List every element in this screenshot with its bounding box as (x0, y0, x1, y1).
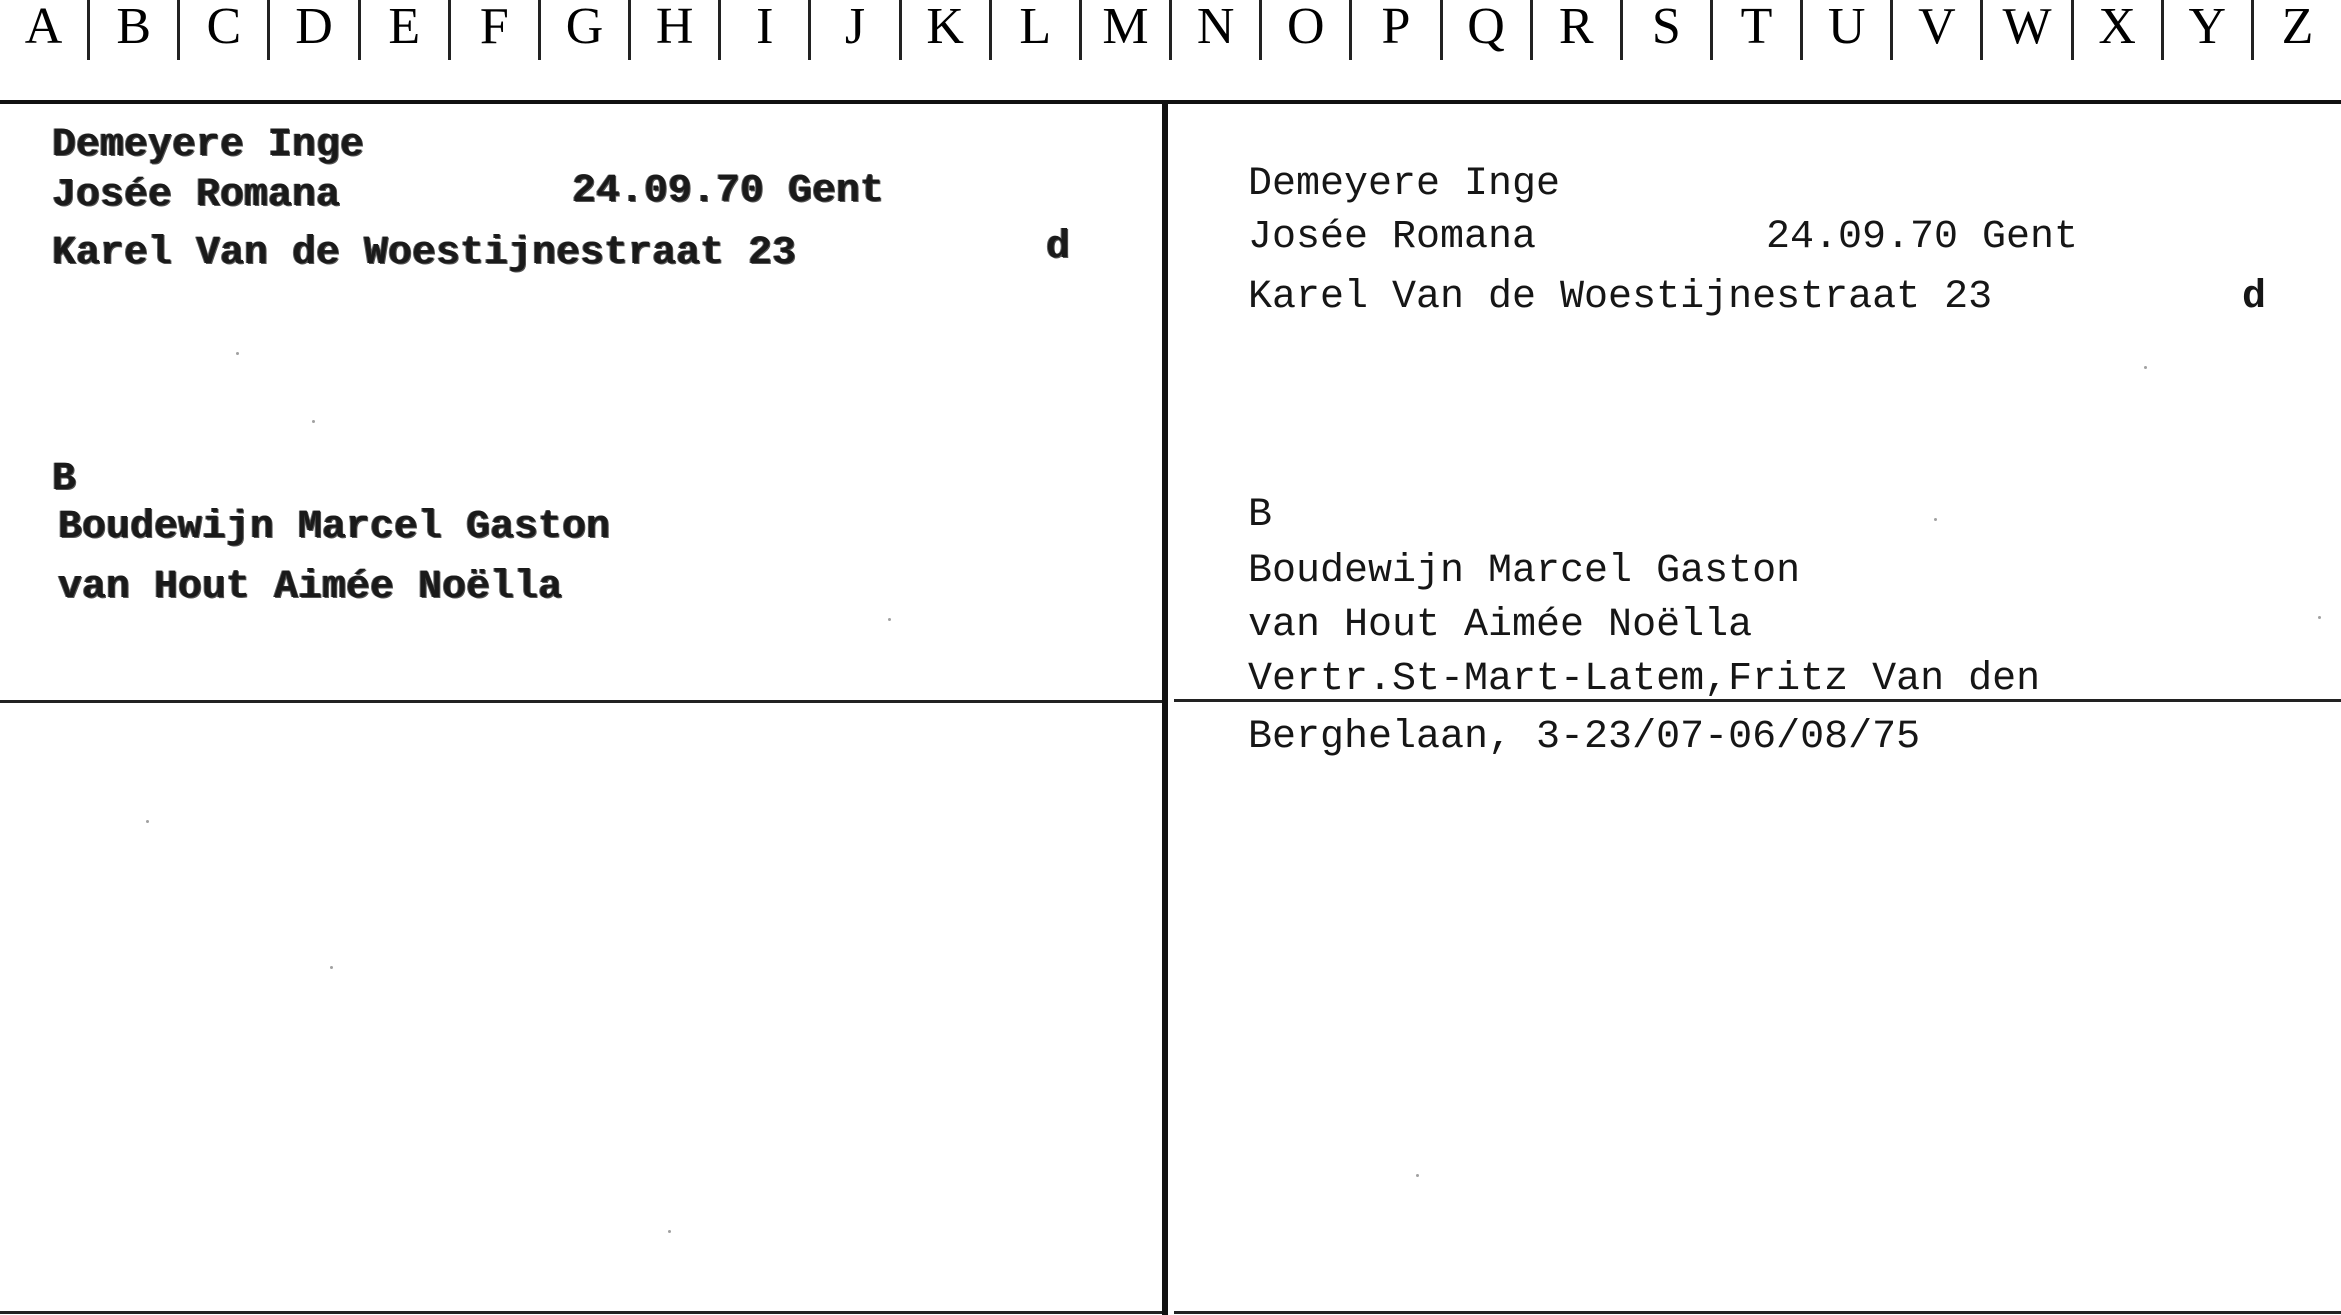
address-line: Karel Van de Woestijnestraat 23 (1248, 275, 1993, 320)
index-letter: Q (1443, 0, 1533, 60)
scan-speck (1934, 518, 1937, 521)
birth-line: 24.09.70 Gent (572, 169, 885, 214)
address-line: Karel Van de Woestijnestraat 23 (52, 231, 797, 276)
scan-speck (330, 966, 333, 969)
index-letter: R (1533, 0, 1623, 60)
index-letter: E (361, 0, 451, 60)
code-mark: d (2242, 275, 2267, 320)
left-card-bottom-rule (0, 1311, 1162, 1314)
scan-speck (2318, 616, 2321, 619)
scan-speck (1416, 1174, 1419, 1177)
card-divider (1162, 100, 1168, 1315)
scan-speck (146, 820, 149, 823)
index-letter: L (992, 0, 1082, 60)
index-letter: O (1262, 0, 1352, 60)
name-line: Demeyere Inge (1248, 162, 1561, 207)
index-letter: D (270, 0, 360, 60)
second-names-line: Josée Romana (52, 173, 341, 218)
index-letter: M (1082, 0, 1172, 60)
section-mark: B (52, 457, 77, 502)
index-letter: I (721, 0, 811, 60)
left-card-rule (0, 700, 1162, 703)
mother-line: van Hout Aimée Noëlla (58, 565, 563, 610)
section-mark: B (1248, 493, 1273, 538)
scan-speck (2144, 366, 2147, 369)
scan-speck (236, 352, 239, 355)
father-line: Boudewijn Marcel Gaston (58, 505, 611, 550)
index-letter: N (1172, 0, 1262, 60)
index-letter: S (1623, 0, 1713, 60)
index-letter: B (90, 0, 180, 60)
scan-speck (668, 1230, 671, 1233)
departure-cont-line: Berghelaan, 3-23/07-06/08/75 (1248, 715, 1921, 760)
index-letter: K (902, 0, 992, 60)
second-names-line: Josée Romana (1248, 215, 1537, 260)
index-letter: J (811, 0, 901, 60)
father-line: Boudewijn Marcel Gaston (1248, 549, 1801, 594)
index-letter: H (631, 0, 721, 60)
right-card-bottom-rule (1174, 1311, 2341, 1314)
birth-line: 24.09.70 Gent (1766, 215, 2079, 260)
index-letter: A (0, 0, 90, 60)
index-letter: C (180, 0, 270, 60)
index-letter: F (451, 0, 541, 60)
index-letter: X (2074, 0, 2164, 60)
mother-line: van Hout Aimée Noëlla (1248, 603, 1753, 648)
scan-speck (888, 618, 891, 621)
name-line: Demeyere Inge (52, 123, 365, 168)
code-mark: d (1046, 225, 1071, 270)
index-letter: Z (2281, 0, 2314, 55)
index-letter: Y (2164, 0, 2254, 60)
index-letter: T (1713, 0, 1803, 60)
index-letter: G (541, 0, 631, 60)
index-letter: V (1893, 0, 1983, 60)
scan-speck (312, 420, 315, 423)
index-letter: U (1803, 0, 1893, 60)
index-letter: W (1983, 0, 2073, 60)
alphabet-index-row (0, 0, 2341, 104)
index-letter: P (1352, 0, 1442, 60)
departure-line: Vertr.St-Mart-Latem,Fritz Van den (1248, 657, 2041, 702)
